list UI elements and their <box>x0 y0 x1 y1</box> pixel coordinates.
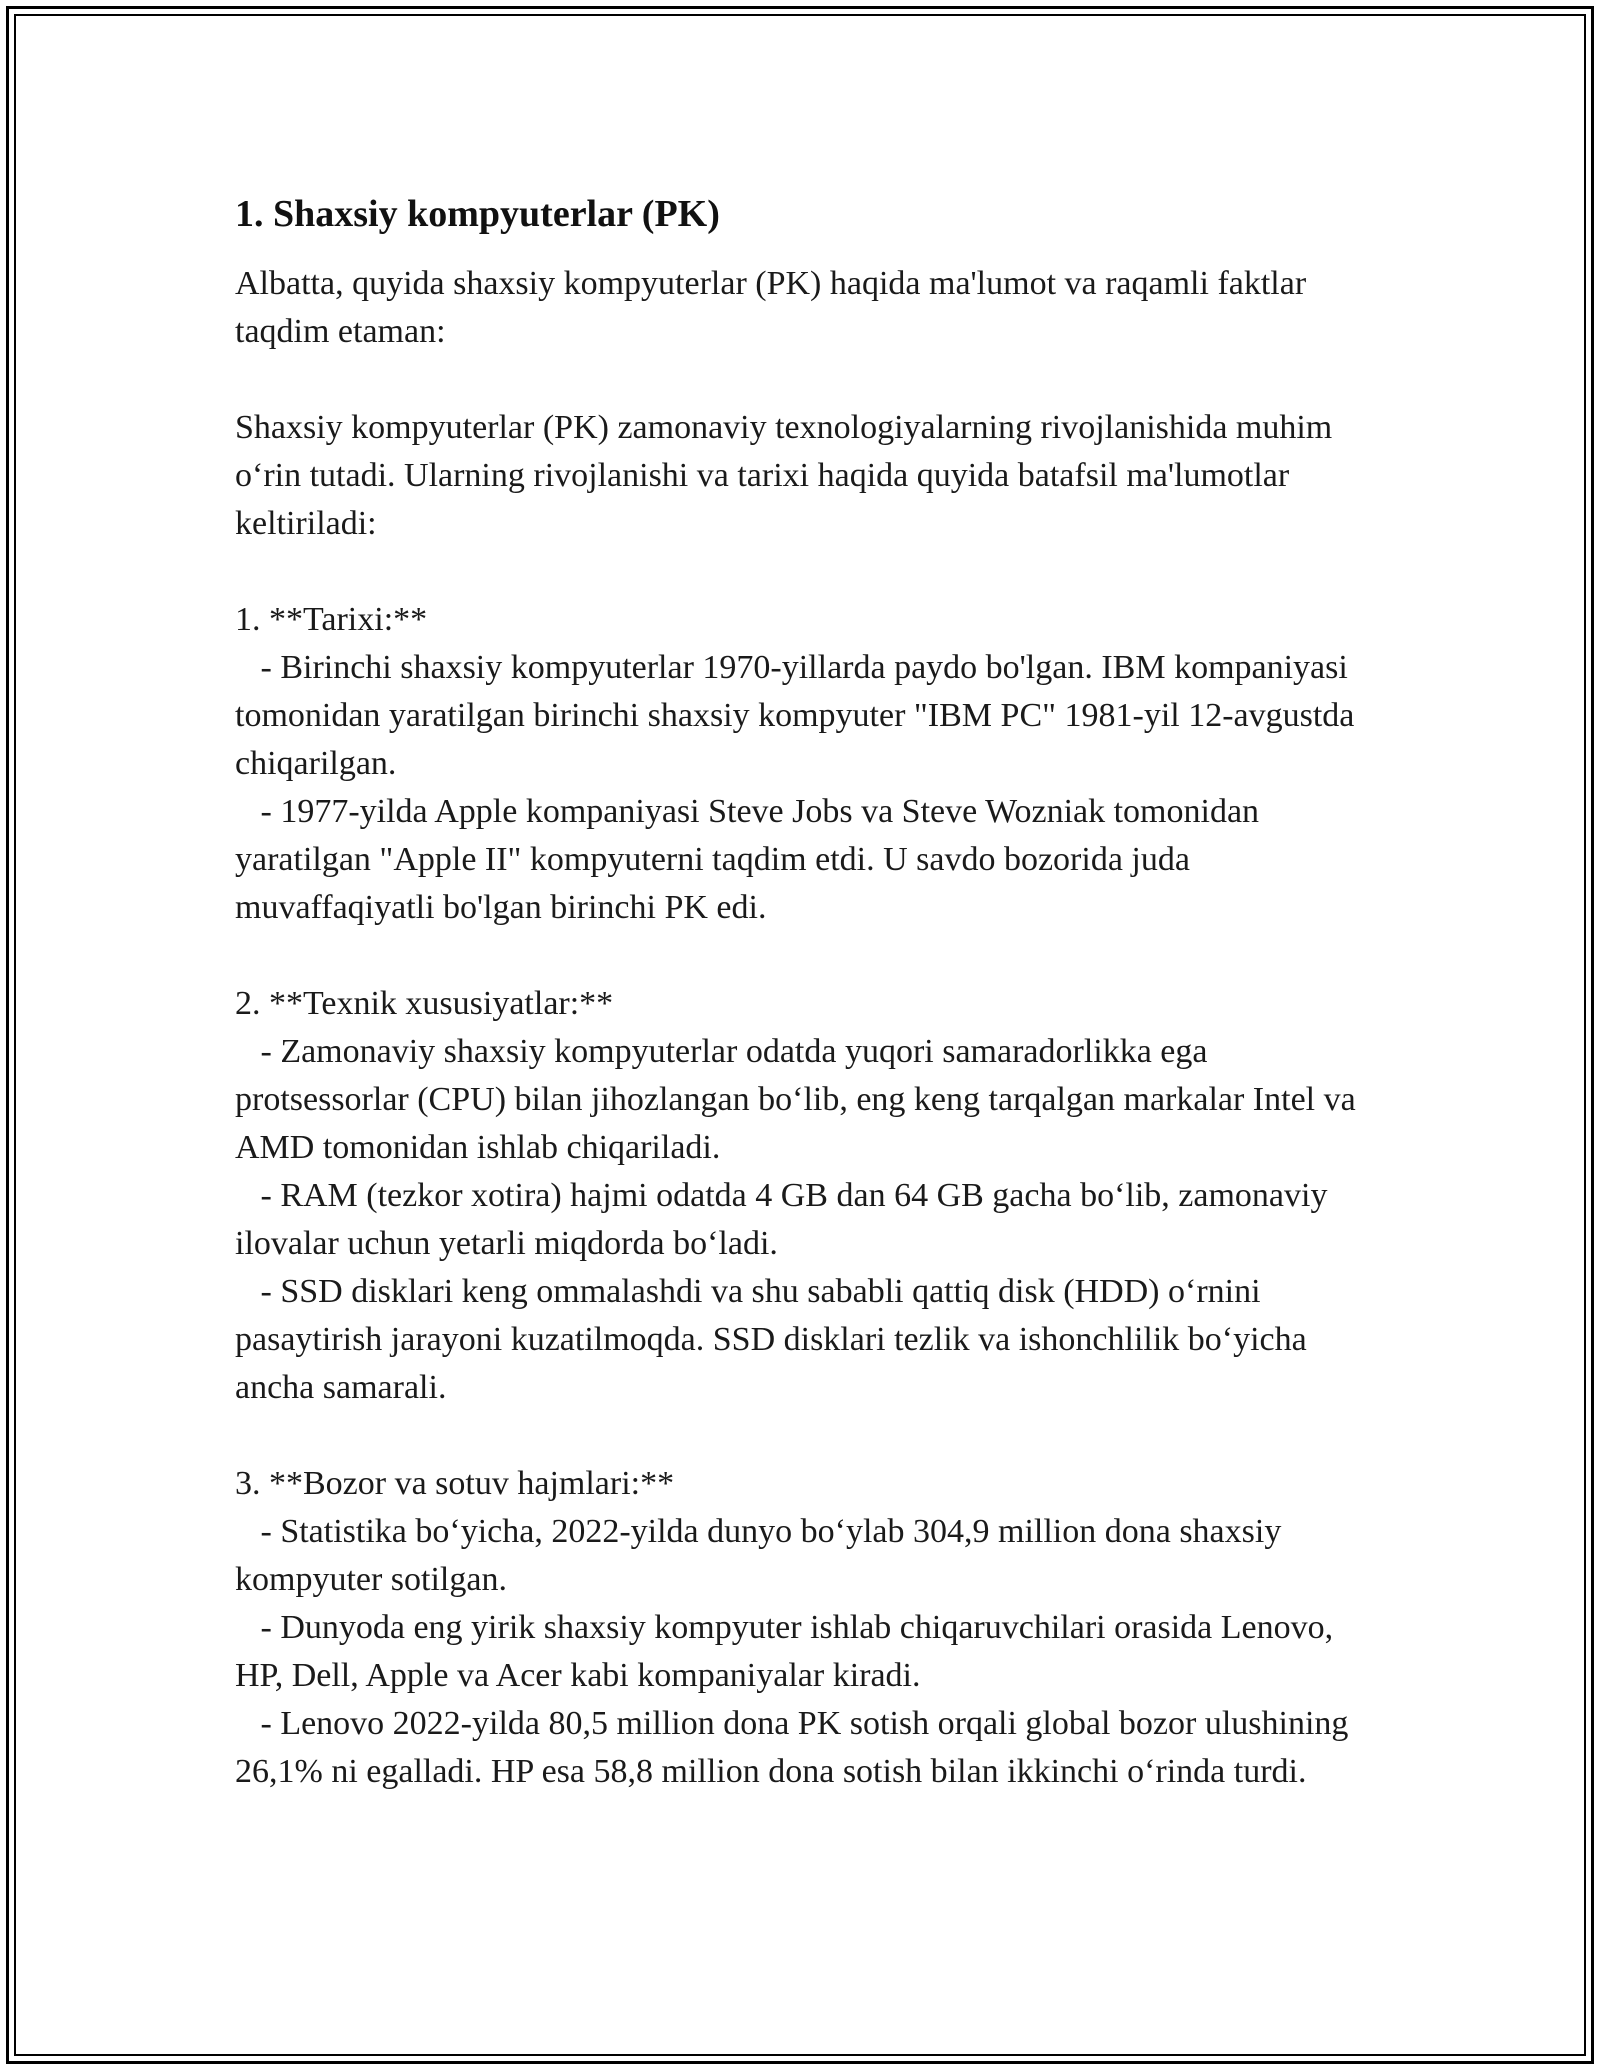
document-body <box>235 188 1375 1796</box>
intro-paragraph: Albatta, quyida shaxsiy kompyuterlar (PK) haqida ma'lumot va raqamli faktlar taqdim etaman: <box>235 265 1315 350</box>
list-item: - Birinchi shaxsiy kompyuterlar 1970-yillarda paydo bo'lgan. IBM kompaniyasi tomonidan yaratilgan birinchi shaxsiy kompyuter "IBM PC" 1981-yil 12-avgustda chiqarilgan. <box>235 649 1363 782</box>
section-title: 2. **Texnik xususiyatlar:** <box>235 985 614 1022</box>
section-title: 3. **Bozor va sotuv hajmlari:** <box>235 1465 675 1502</box>
paragraph-gap <box>235 548 1375 596</box>
paragraph-gap <box>235 1412 1375 1460</box>
list-item: - Statistika bo‘yicha, 2022-yilda dunyo bo‘ylab 304,9 million dona shaxsiy kompyuter sotilgan. <box>235 1513 1290 1598</box>
list-item: - Dunyoda eng yirik shaxsiy kompyuter ishlab chiqaruvchilari orasida Lenovo, HP, Dell, Apple va Acer kabi kompaniyalar kiradi. <box>235 1609 1342 1694</box>
section-title: 1. **Tarixi:** <box>235 601 428 638</box>
section-market-sales <box>235 1460 1375 1796</box>
list-item: - Zamonaviy shaxsiy kompyuterlar odatda yuqori samaradorlikka ega protsessorlar (CPU) bilan jihozlangan bo‘lib, eng keng tarqalgan markalar Intel va AMD tomonidan ishlab chiqariladi. <box>235 1033 1363 1166</box>
list-item: - Lenovo 2022-yilda 80,5 million dona PK sotish orqali global bozor ulushining 26,1% ni egalladi. HP esa 58,8 million dona sotish bilan ikkinchi o‘rinda turdi. <box>235 1705 1357 1790</box>
list-item: - 1977-yilda Apple kompaniyasi Steve Jobs va Steve Wozniak tomonidan yaratilgan "Apple II" kompyuterni taqdim etdi. U savdo bozorida juda muvaffaqiyatli bo'lgan birinchi PK edi. <box>235 793 1268 926</box>
section-technical-specs <box>235 980 1375 1412</box>
list-item: - RAM (tezkor xotira) hajmi odatda 4 GB dan 64 GB gacha bo‘lib, zamonaviy ilovalar uchun yetarli miqdorda bo‘ladi. <box>235 1177 1336 1262</box>
section-history <box>235 596 1375 932</box>
list-item: - SSD disklari keng ommalashdi va shu sababli qattiq disk (HDD) o‘rnini pasaytirish jarayoni kuzatilmoqda. SSD disklari tezlik va ishonchlilik bo‘yicha ancha samarali. <box>235 1273 1316 1406</box>
paragraph-gap <box>235 356 1375 404</box>
overview-paragraph: Shaxsiy kompyuterlar (PK) zamonaviy texnologiyalarning rivojlanishida muhim o‘rin tutadi. Ularning rivojlanishi va tarixi haqida quyida batafsil ma'lumotlar keltiriladi: <box>235 409 1341 542</box>
page-title: 1. Shaxsiy kompyuterlar (PK) <box>235 193 720 235</box>
paragraph-gap <box>235 932 1375 980</box>
